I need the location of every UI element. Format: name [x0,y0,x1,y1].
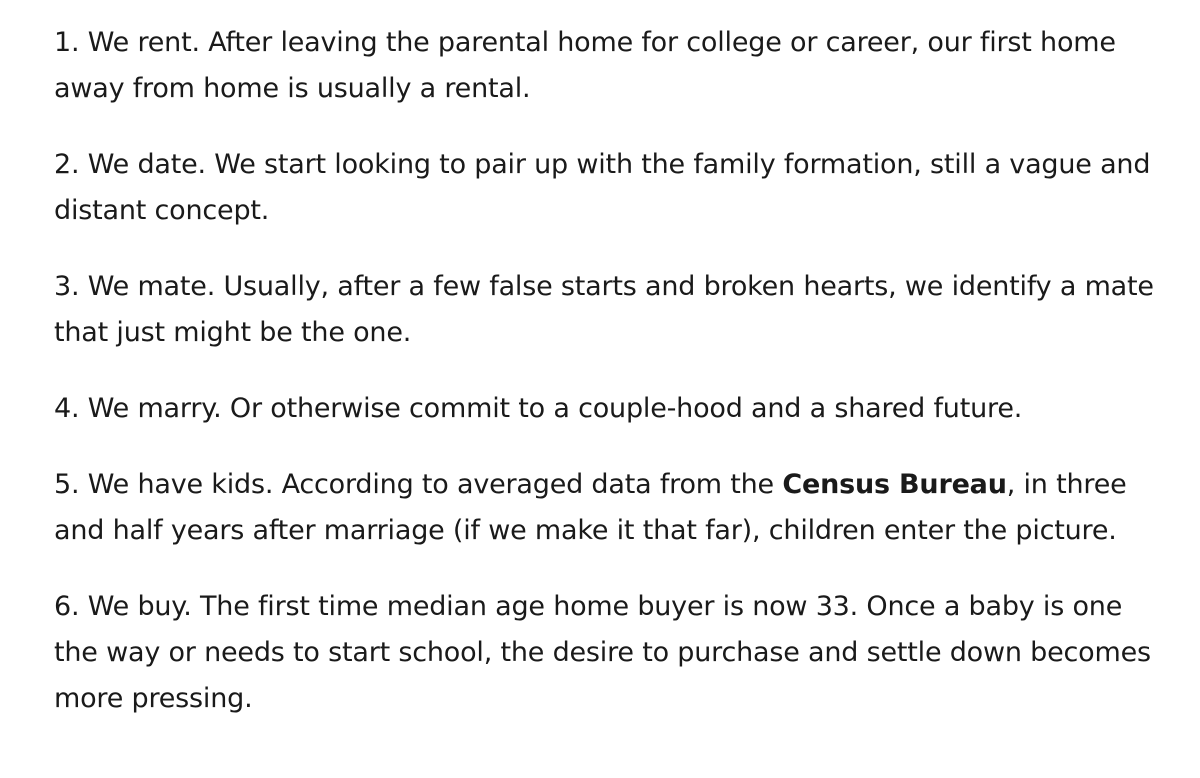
census-bureau-link[interactable]: Census Bureau [782,469,1007,500]
paragraph-we-buy: 6. We buy. The first time median age home buyer is now 33. Once a baby is one the way or needs to start school, the desire to purchase and settle down becomes more pressing. [54,591,1151,714]
paragraph-kids-text-after: , in three and half years after marriage (if we make it that far), children enter the picture. [54,469,1127,546]
paragraph-we-date: 2. We date. We start looking to pair up with the family formation, still a vague and distant concept. [54,149,1151,226]
paragraph-we-rent: 1. We rent. After leaving the parental home for college or career, our first home away from home is usually a rental. [54,27,1116,104]
paragraph-kids-text-before: 5. We have kids. According to averaged data from the [54,469,783,500]
paragraph-we-have-kids [54,462,1160,554]
paragraph-we-marry: 4. We marry. Or otherwise commit to a couple-hood and a shared future. [54,393,1023,424]
paragraph-we-mate: 3. We mate. Usually, after a few false starts and broken hearts, we identify a mate that just might be the one. [54,271,1154,348]
